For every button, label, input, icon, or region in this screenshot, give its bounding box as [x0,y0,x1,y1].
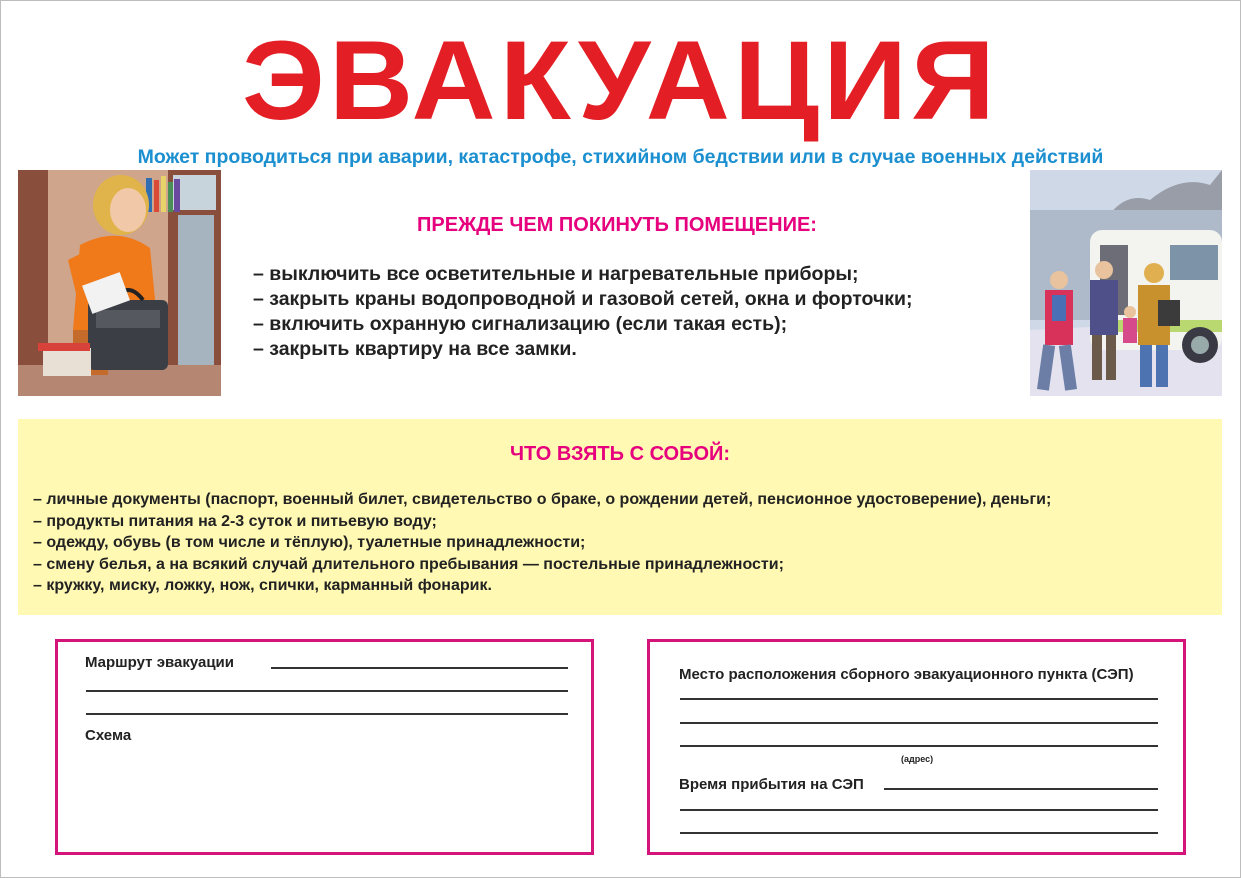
boarding-bus-illustration [1030,170,1222,396]
list-item: – кружку, миску, ложку, нож, спички, карманный фонарик. [33,577,492,594]
list-item: – включить охранную сигнализацию (если такая есть); [253,313,788,335]
route-card [55,639,594,855]
route-label: Маршрут эвакуации [85,654,234,671]
arrival-time-label: Время прибытия на СЭП [679,776,864,793]
scheme-label: Схема [85,727,132,744]
address-hint: (адрес) [901,754,934,764]
address-fill-line[interactable] [680,745,1158,747]
arrival-fill-line[interactable] [680,832,1158,834]
before-leaving-heading: ПРЕЖДЕ ЧЕМ ПОКИНУТЬ ПОМЕЩЕНИЕ: [417,214,817,236]
packing-illustration [18,170,221,396]
list-item: – продукты питания на 2-3 суток и питьевую воду; [33,512,437,530]
arrival-fill-line[interactable] [680,809,1158,811]
poster-title: ЭВАКУАЦИЯ [241,18,1000,143]
route-fill-line[interactable] [86,690,568,692]
what-to-take-heading: ЧТО ВЗЯТЬ С СОБОЙ: [509,443,731,465]
list-item: – выключить все осветительные и нагревательные приборы; [253,263,859,285]
what-to-take-panel [18,419,1222,615]
poster-subtitle: Может проводиться при аварии, катастрофе, стихийном бедствии или в случае военных действий [137,146,1104,168]
list-item: – закрыть квартиру на все замки. [253,338,577,360]
route-fill-line[interactable] [86,713,568,715]
route-fill-line[interactable] [271,667,568,669]
list-item: – личные документы (паспорт, военный билет, свидетельство о браке, о рождении детей, пенсионное удостоверение), деньги; [33,491,1052,508]
address-fill-line[interactable] [680,722,1158,724]
arrival-fill-line[interactable] [884,788,1158,790]
what-to-take-list [33,489,1051,597]
assembly-location-label: Место расположения сборного эвакуационного пункта (СЭП) [679,666,1134,683]
list-item: – одежду, обувь (в том числе и тёплую), туалетные принадлежности; [33,534,586,551]
before-leaving-list [253,262,913,362]
list-item: – смену белья, а на всякий случай длительного пребывания — постельные принадлежности; [33,555,784,573]
list-item: – закрыть краны водопроводной и газовой сетей, окна и форточки; [253,288,913,310]
address-fill-line[interactable] [680,698,1158,700]
assembly-point-card [647,639,1186,855]
